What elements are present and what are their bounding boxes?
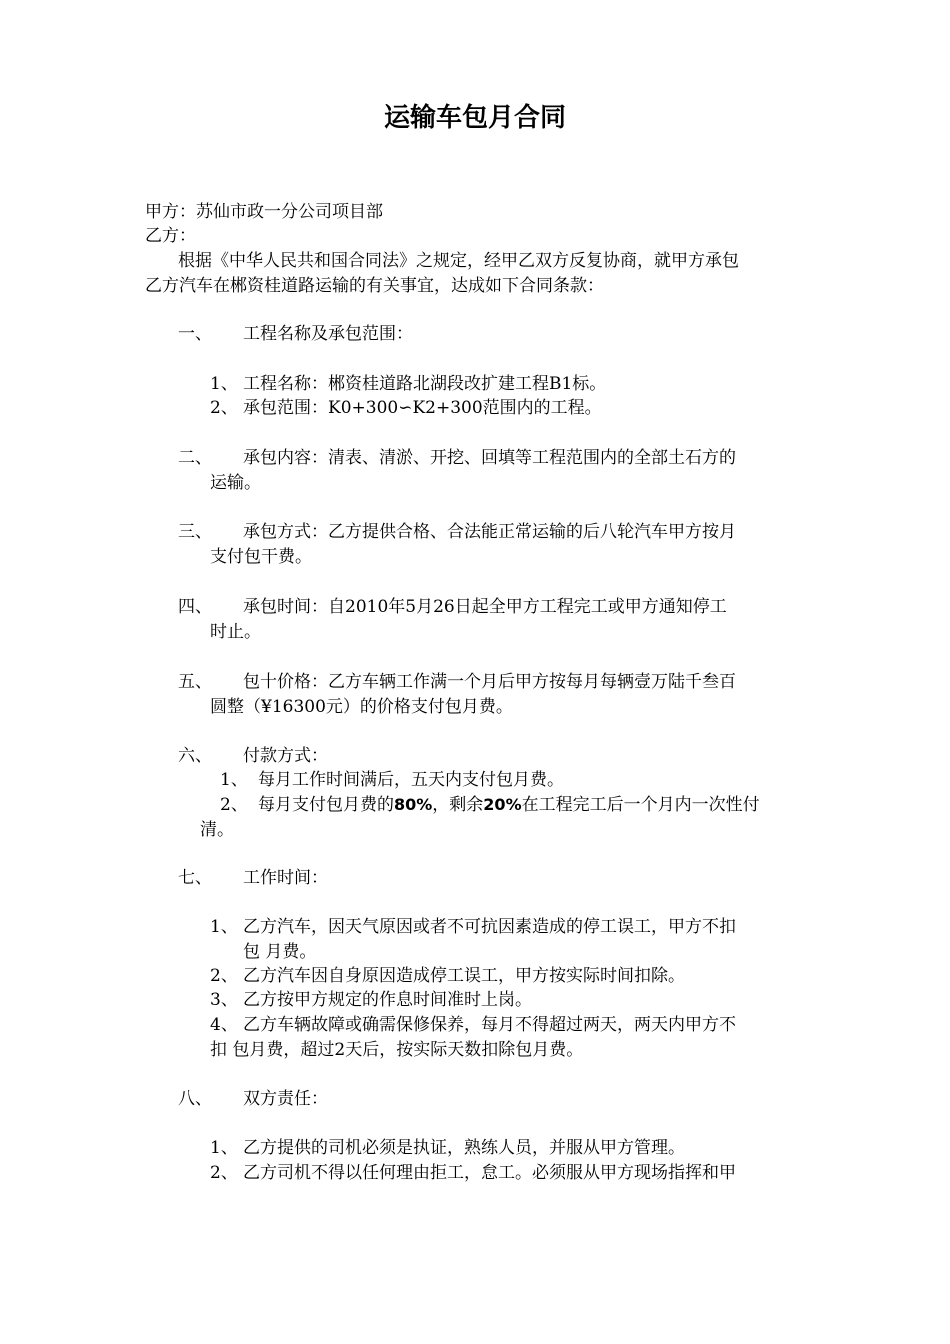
section-7-item-4-number: 4、	[210, 1015, 238, 1035]
section-4-line-1: 承包时间：自2010年5月26日起全甲方工程完工或甲方通知停工	[243, 597, 727, 617]
section-1-item-1: 工程名称：郴资桂道路北湖段改扩建工程B1标。	[243, 374, 607, 394]
section-6-item-2-text-a: 每月支付包月费的	[258, 795, 394, 815]
section-6-item-2-line-1	[258, 793, 760, 817]
section-7-item-2-number: 2、	[210, 966, 238, 986]
section-6-heading: 付款方式：	[243, 746, 328, 766]
section-5-line-1: 包十价格：乙方车辆工作满一个月后甲方按每月每辆壹万陆千叁百	[243, 672, 736, 692]
section-8-item-1: 乙方提供的司机必须是执证，熟练人员，并服从甲方管理。	[243, 1138, 685, 1158]
section-1-item-2: 承包范围：K0+300∽K2+300范围内的工程。	[243, 398, 602, 418]
section-7-item-1-line-1: 乙方汽车，因天气原因或者不可抗因素造成的停工误工，甲方不扣	[243, 917, 736, 937]
section-6-item-2-text-c: 在工程完工后一个月内一次性付	[521, 795, 760, 815]
section-6-item-1: 每月工作时间满后，五天内支付包月费。	[258, 770, 564, 790]
section-8-item-2: 乙方司机不得以任何理由拒工，怠工。必须服从甲方现场指挥和甲	[243, 1163, 736, 1183]
section-7-item-2: 乙方汽车因自身原因造成停工误工，甲方按实际时间扣除。	[243, 966, 685, 986]
section-1-heading: 工程名称及承包范围：	[243, 324, 413, 344]
section-7-item-3-number: 3、	[210, 990, 238, 1010]
section-7-item-4-line-2: 扣 包月费，超过2天后，按实际天数扣除包月费。	[210, 1040, 584, 1060]
section-6-item-2-text-b: ，剩余	[432, 795, 484, 815]
section-3-line-2: 支付包干费。	[210, 547, 312, 567]
section-7-heading: 工作时间：	[243, 868, 328, 888]
section-1-item-1-number: 1、	[210, 374, 238, 394]
party-b: 乙方：	[145, 226, 196, 246]
section-7-item-1-number: 1、	[210, 917, 238, 937]
section-1-item-2-number: 2、	[210, 398, 238, 418]
section-6-item-2-number: 2、	[220, 795, 248, 815]
section-6-item-2-line-2: 清。	[200, 820, 234, 840]
section-4-number: 四、	[178, 597, 212, 617]
party-a: 甲方：苏仙市政一分公司项目部	[145, 202, 383, 222]
intro-line-1: 根据《中华人民共和国合同法》之规定，经甲乙双方反复协商，就甲方承包	[178, 251, 739, 271]
section-6-item-2-percent-80: 80%	[394, 795, 433, 814]
section-5-number: 五、	[178, 672, 212, 692]
section-3-line-1: 承包方式：乙方提供合格、合法能正常运输的后八轮汽车甲方按月	[243, 522, 736, 542]
section-7-number: 七、	[178, 868, 212, 888]
section-8-number: 八、	[178, 1089, 212, 1109]
section-2-number: 二、	[178, 448, 212, 468]
section-8-item-1-number: 1、	[210, 1138, 238, 1158]
section-2-line-1: 承包内容：清表、清淤、开挖、回填等工程范围内的全部土石方的	[243, 448, 736, 468]
intro-line-2: 乙方汽车在郴资桂道路运输的有关事宜，达成如下合同条款：	[145, 276, 604, 296]
section-4-line-2: 时止。	[210, 622, 261, 642]
section-5-line-2: 圆整（¥16300元）的价格支付包月费。	[210, 697, 513, 717]
document-title: 运输车包月合同	[383, 103, 566, 133]
section-7-item-1-line-2: 包 月费。	[243, 942, 317, 962]
section-1-number: 一、	[178, 324, 212, 344]
section-8-item-2-number: 2、	[210, 1163, 238, 1183]
section-7-item-4-line-1: 乙方车辆故障或确需保修保养，每月不得超过两天，两天内甲方不	[243, 1015, 736, 1035]
section-2-line-2: 运输。	[210, 473, 261, 493]
section-3-number: 三、	[178, 522, 212, 542]
section-6-item-2-percent-20: 20%	[483, 795, 522, 814]
section-6-item-1-number: 1、	[220, 770, 248, 790]
section-6-number: 六、	[178, 746, 212, 766]
section-7-item-3: 乙方按甲方规定的作息时间准时上岗。	[243, 990, 532, 1010]
section-8-heading: 双方责任：	[243, 1089, 328, 1109]
